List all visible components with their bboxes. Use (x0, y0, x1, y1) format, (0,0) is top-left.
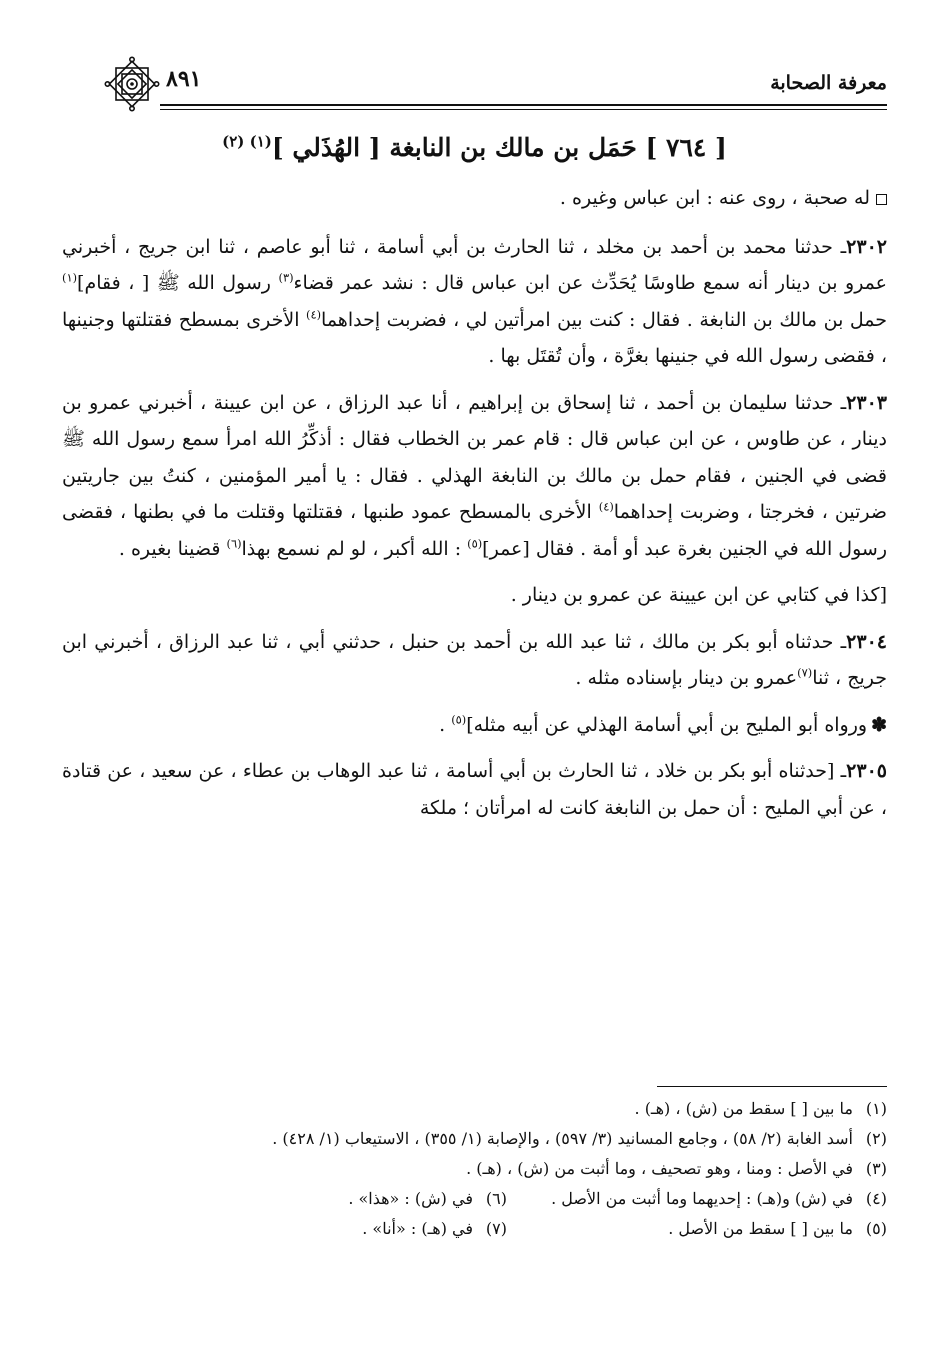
octagram-ornament-icon (104, 56, 160, 112)
hadith-paragraph-2303 (62, 385, 887, 568)
footnote-number: (٧) (485, 1219, 507, 1238)
footnote-marker: (٤) (598, 499, 614, 514)
footnote-marker: (٦) (226, 536, 242, 551)
footnote-1 (62, 1094, 887, 1124)
footnote-3 (62, 1154, 887, 1184)
footnote-7 (62, 1214, 507, 1244)
footnote-number: (٥) (865, 1219, 887, 1238)
footnote-text: في الأصل : ومنا ، وهو تصحيف ، وما أثبت من (ش) ، (هـ) . (466, 1159, 853, 1178)
hadith-text: ـ [حدثناه أبو بكر بن خلاد ، ثنا الحارث بن أبي أسامة ، ثنا عبد الوهاب بن عطاء ، عن سعيد ، عن قتادة ، عن أبي المليح : أن حمل بن النابغة كانت له امرأتان ؛ ملكة (62, 760, 887, 819)
footnote-row (62, 1214, 887, 1244)
square-bullet-icon (876, 194, 887, 205)
footnote-number: (٦) (485, 1189, 507, 1208)
footnote-marker: (٤) (306, 307, 322, 322)
footnote-number: (١) (865, 1099, 887, 1118)
intro-paragraph (62, 180, 887, 217)
hadith-text: ـ حدثناه أبو بكر بن مالك ، ثنا عبد الله بن أحمد بن حنبل ، حدثني أبي ، ثنا عبد الرزاق ، أخبرني ابن جريج ، ثنا (62, 630, 887, 689)
star-line (62, 707, 887, 744)
hadith-text: ـ حدثنا محمد بن أحمد بن مخلد ، ثنا الحارث بن أبي أسامة ، ثنا أبو عاصم ، ثنا ابن جريج ، أخبرني عمرو بن دينار أنه سمع طاوسًا يُحَدِّث عن ابن عباس قال : نشد عمر قضاء (62, 235, 888, 294)
book-title: معرفة الصحابة (770, 72, 887, 94)
footnote-text: ما بين [ ] سقط من (ش) ، (هـ) . (634, 1099, 853, 1118)
hadith-paragraph-2304 (62, 624, 887, 697)
footnotes (62, 1094, 887, 1244)
star-line-text: ورواه أبو المليح بن أبي أسامة الهذلي عن أبيه مثله] (466, 713, 868, 736)
footnote-marker: (٧) (797, 665, 813, 680)
entry-title-footnote-markers: (١) (٢) (222, 132, 272, 151)
running-header (108, 58, 887, 102)
entry-title-text: [ ٧٦٤ ] حَمَل بن مالك بن النابغة [ الهُذَلي ] (271, 133, 727, 162)
header-rule-thin (160, 109, 887, 110)
hadith-text: رسول الله ﷺ [ ، فقام] (77, 272, 279, 294)
hadith-text: عمرو بن دينار بإسناده مثله . (575, 667, 798, 689)
footnote-number: (٤) (865, 1189, 887, 1208)
hadith-number: ٢٣٠٣ (846, 391, 887, 414)
hadith-number: ٢٣٠٢ (846, 235, 887, 258)
footnote-text: أسد الغابة (٢/ ٥٨) ، وجامع المسانيد (٣/ ٥٩٧) ، والإصابة (١/ ٣٥٥) ، الاستيعاب (١/ ٤٢٨) . (272, 1129, 853, 1148)
hadith-text: قضينا بغيره . (118, 537, 227, 560)
hadith-number: ٢٣٠٤ (846, 630, 887, 653)
footnote-2 (62, 1124, 887, 1154)
header-rule (160, 104, 887, 106)
editorial-note: [كذا في كتابي عن ابن عيينة عن عمرو بن دينار . (510, 584, 887, 606)
footnote-marker: (٣) (278, 270, 294, 285)
footnote-6 (62, 1184, 507, 1214)
footnote-marker: (٥) (451, 712, 467, 727)
footnote-row (62, 1184, 887, 1214)
footnote-separator (657, 1086, 887, 1087)
footnote-text: في (هـ) : «أنا» . (362, 1219, 473, 1238)
hadith-text: الأخرى بمسطح فقتلتها وجنينها ، فقضى رسول الله في جنينها بغرَّة ، وأن تُقتَل بها . (62, 308, 887, 367)
footnote-4 (507, 1184, 887, 1214)
footnote-text: في (ش) و(هـ) : إحديهما وما أثبت من الأصل . (551, 1189, 853, 1208)
footnote-text: في (ش) : «هذا» . (348, 1189, 473, 1208)
intro-text: له صحبة ، روى عنه : ابن عباس وغيره . (559, 187, 870, 209)
footnote-number: (٢) (865, 1129, 887, 1148)
hadith-text: ـ حدثنا سليمان بن أحمد ، ثنا إسحاق بن إبراهيم ، أنا عبد الرزاق ، عن ابن عيينة ، أخبرني عمرو بن دينار ، عن طاوس ، عن ابن عباس قال : قام عمر بن الخطاب فقال : أذكِّرُ الله امرأ سمع رسول الله ﷺ قضى في الجنين ، فقام حمل بن مالك بن النابغة الهذلي . فقال : يا أمير المؤمنين ، كنتُ بين جاريتين ضرتين ، فخرجتا ، وضربت إحداهما (62, 391, 888, 523)
hadith-paragraph-2302 (62, 229, 887, 375)
hadith-text: حمل بن مالك بن النابغة . فقال : كنت بين امرأتين لي ، فضربت إحداهما (321, 308, 887, 331)
footnote-text: ما بين [ ] سقط من الأصل . (668, 1219, 853, 1238)
footnote-5 (507, 1214, 887, 1244)
hadith-text: : الله أكبر ، لو لم نسمع بهذا (241, 537, 468, 560)
page-number: ٨٩١ (166, 66, 202, 92)
asterisk-icon: ✽ (871, 713, 887, 736)
main-text (62, 128, 887, 836)
hadith-number: ٢٣٠٥ (846, 760, 887, 782)
hadith-paragraph-2305 (62, 753, 887, 826)
footnote-number: (٣) (865, 1159, 887, 1178)
hadith-text: الأخرى بالمسطح عمود طنبها ، فقتلتها وقتلت ما في بطنها ، فقضى رسول الله في الجنين بغرة عبد أو أمة . فقال [عمر] (62, 501, 887, 560)
entry-title (62, 128, 887, 168)
star-line-end: . (439, 713, 452, 736)
footnote-marker: (٥) (467, 536, 483, 551)
footnote-marker: (١) (62, 270, 78, 285)
